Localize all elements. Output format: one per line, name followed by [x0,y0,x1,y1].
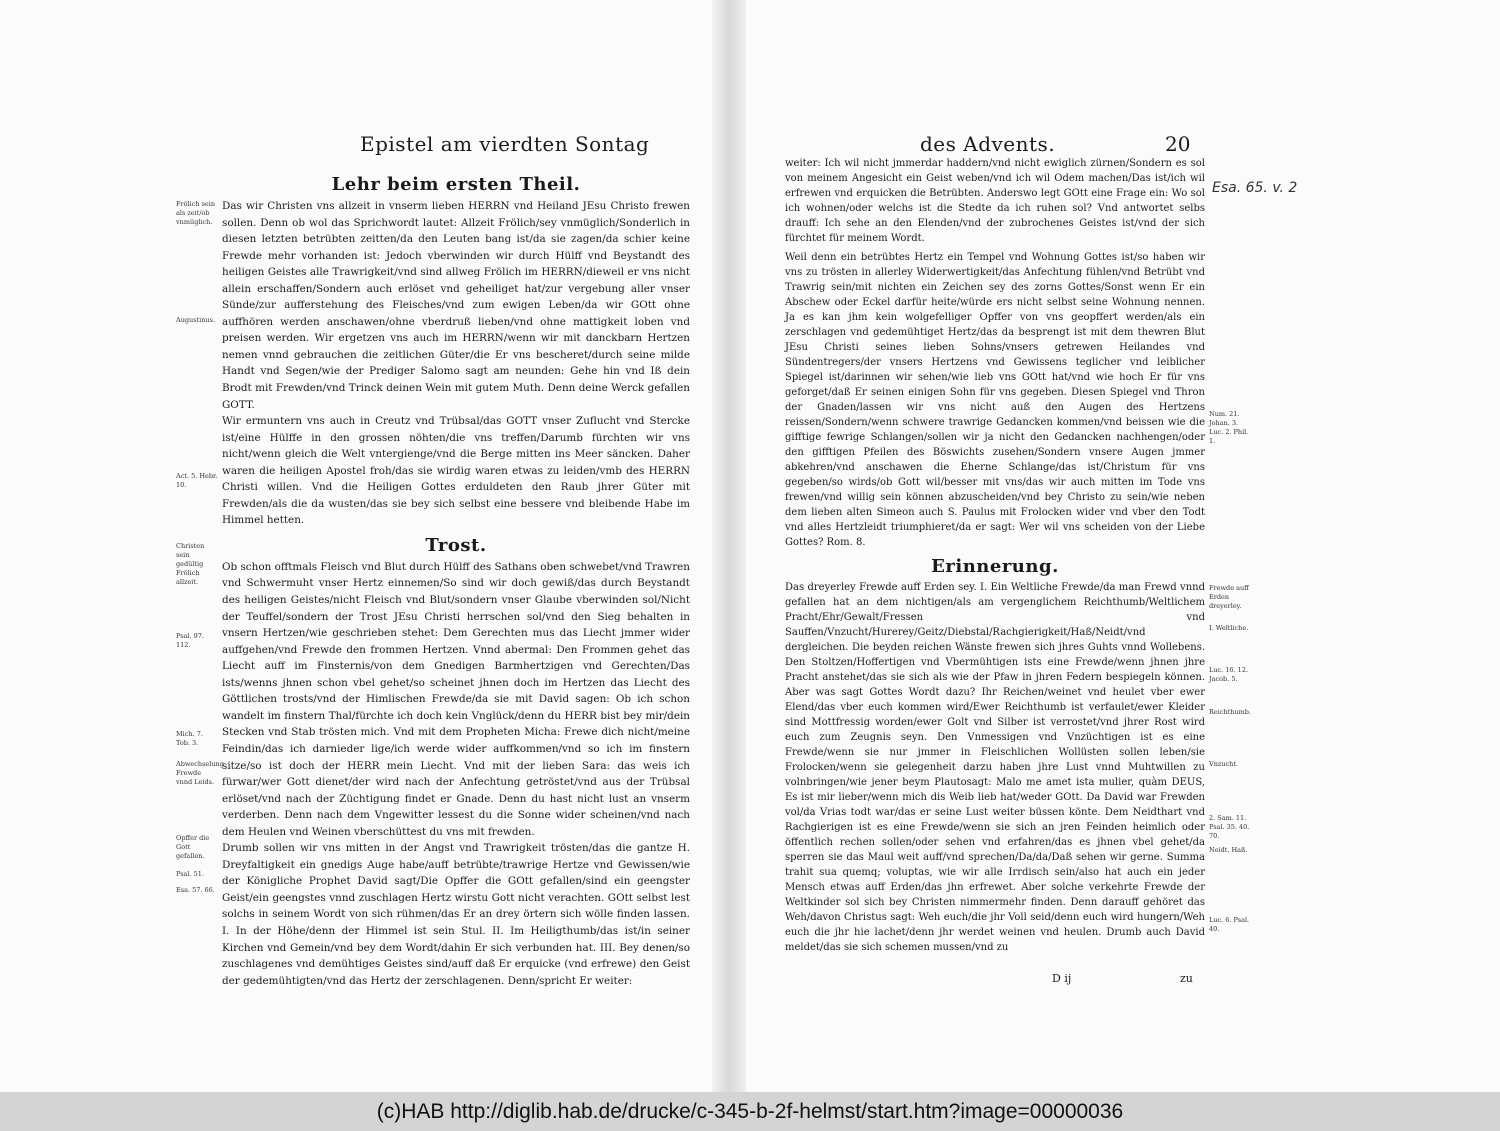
margin-note: Luc. 6. Psal. 40. [1209,916,1250,933]
left-section1-heading: Lehr beim ersten Theil. [331,174,581,195]
right-page [785,156,1252,955]
margin-note: Opffer die Gott gefallen. [176,834,210,860]
margin-note: Esa. 57. 66. [176,886,215,894]
margin-note: Neidt. Haß. [1209,846,1248,854]
footer-credit-text: (c)HAB http://diglib.hab.de/drucke/c-345-b-2f-helmst/start.htm?image=00000036 [376,1099,1124,1123]
margin-note: Augustinus. [176,316,216,324]
margin-note: Frölich sein als zeit/ob vnmüglich. [176,200,216,226]
margin-note: Christen sein gedültig Frölich allzeit. [176,542,205,586]
margin-note: Mich. 7. Tob. 3. [176,730,203,747]
left-section2-heading: Trost. [425,534,487,556]
footer-credit-bar [0,1092,1500,1131]
margin-note: Frewde auff Erden dreyerley. [1209,584,1249,610]
margin-note: Vnzucht. [1209,760,1238,768]
catchword: zu [1180,972,1193,985]
signature-mark: D ij [1052,972,1072,985]
left-paragraph-1: Das wir Christen vns allzeit in vnserm lieben HERRN vnd Heiland JEsu Christo frewen sollen. Denn ob wol das Sprichwordt lautet: Allzeit Frölich/sey vnmüglich/Sonderlich in diesen letzten betrübten zeitten/da den Leuten bang ist/da sie zagen/da schier keine Frewde mehr vorhanden ist: Jedoch vberwinden wir durch Hülff vnd Beystandt des heiligen Geistes alle Trawrigkeit/vnd sind allweg Frölich im HERRN/dieweil er vns nicht allein erschaffen/Sondern auch erlöset vnd geheiliget hat/zur vergebung aller vnser Sünde/zur aufferstehung des Fleisches/vnd zum ewigen Leben/da wir GOtt ohne auffhören werden anschawen/ohne vberdruß lieben/vnd ohne mattigkeit loben vnd preisen werden. Wir ergetzen vns auch im HERRN/wenn wir mit danckbarn Hertzen nemen vnnd gebrauchen die zeitlichen Güter/die Er vns bescheret/durch seine milde Handt vnd Segen/wie der Prediger Salomo sagt am neunden: Gehe hin vnd Iß dein Brodt mit Frewden/vnd Trinck deinen Wein mit gutem Muth. Denn deine Werck gefallen GOTT. [222,200,690,411]
left-running-title: Epistel am vierdten Sontag [360,132,650,156]
right-paragraph-2: Weil denn ein betrübtes Hertz ein Tempel vnd Wohnung Gottes ist/so haben wir vns zu trösten in allerley Widerwertigkeit/das Anfechtung fühlen/vnd Betrübt vnd Trawrig sein/mit nichten ein Zeichen sey des zorns Gottes/Sonst wenn Er ein Abschew oder Eckel darfür heite/würde ers nicht selbst seine Wohnung nennen. Ja es kan jhm kein wolgefelliger Opffer von vns geopffert werden/als ein zerschlagen vnd gedemühtiget Hertz/das da besprengt ist mit dem thewren Blut JEsu Christi seines lieben Sohns/vnsers getrewen Heilandes vnd Sündentregers/der vnsers Hertzens vnd Gewissens teglicher vnd leiblicher Spiegel ist/darinnen wir sehen/wie lieb vns GOtt hat/vnd wie hoch Er für vns geforget/daß Er seinen einigen Sohn für vns gegeben. Diesen Spiegel vnd Thron der Gnaden/lassen wir vns nicht auß den Augen des Hertzens reissen/Sondern/wenn schwere trawrige Gedancken kommen/vnd beissen wie die gifftige fewrige Schlangen/sollen wir ja nicht den Gedancken nachhengen/oder den gifftigen Pfeilen des Böswichts zusehen/Sondern vnsere Augen jmmer abkehren/vnd anschawen die Eherne Schlange/das ist/Christum für vns gegeben/so wirds/ob Gott wil/besser mit vns/das wir auch mitten im Tode vns frewen/vnd willig sein können abzuscheiden/vnd bey Christo zu sein/wie neben dem lieben alten Simeon auch S. Paulus mit Frolocken wider vnd vber den Todt vnd alles Hertzleidt triumphieret/da er sagt: Wer wil vns scheiden von der Liebe Gottes? Rom. 8. [785,252,1205,548]
right-paragraph-3: Das dreyerley Frewde auff Erden sey. I. Ein Weltliche Frewde/da man Frewd vnnd gefallen hat an dem nichtigen/als am vergenglichem Reichthumb/Weltlichem Pracht/Ehr/Gewalt/Fressen vnd Sauffen/Vnzucht/Hurerey/Geitz/Diebstal/Rachgierigkeit/Haß/Neidt/vnd dergleichen. Die beyden reichen Wänste frewen sich jhres Guhts vnnd Wollebens. Den Stoltzen/Hoffertigen vnd Vbermühtigen ists eine Frewde/wenn jhnen jhre Pracht anstehet/das sie sich als wie der Pfaw in jhren Federn bespiegeln können. Aber was sagt Gottes Wordt dazu? Ihr Reichen/weinet vnd heulet vber ewer Elend/das vber euch kommen wird/Ewer Reichthumb ist verfaulet/ewer Kleider sind Mottfressig worden/ewer Golt vnd Silber ist verrostet/vnd jhrer Rost wird euch zum Zeugnis seyn. Den Vnmessigen vnd Vnzüchtigen ist es eine Frewde/wenn sie nur jmmer in Fleischlichen Wollüsten sollen leben/sie Frolocken/wenn sie gelegenheit darzu haben jhre Lust vnnd Muhtwillen zu volnbringen/wie jener beym Plautosagt: Malo me amet ista mulier, quàm DEUS, Es ist mir lieber/wenn mich dis Weib lieb hat/weder GOtt. Da David war Frewden vol/da Vrias todt war/das er seine Lust weiter büssen könte. Dem Neidthart vnd Rachgierigen ist es eine Frewde/wenn sie sich an jren Feinden heimlich oder öffentlich rechen sollen/oder sehen vnd erfahren/das es jhnen vbel gehet/da sperren sie das Maul weit auff/vnd sprechen/Da/da/Daß sehen wir gerne. Summa trahit sua quemq; voluptas, wie wir alle Irrdisch sein/also hat auch ein jeder Mensch etwas auff Erden/das jhn erfrewet. Aber solche verkehrte Frewde der Weltkinder sol sich bey Christen nimmermehr finden. Denn darauff gehöret das Weh/davon Christus sagt: Weh euch/die jhr Voll seid/denn euch wird hungern/Weh euch die jhr hie lachet/denn jhr werdet weinen vnd heulen. Drumb auch David meldet/das sie sich schemen mussen/vnd zu [785,582,1205,953]
left-paragraph-4: Drumb sollen wir vns mitten in der Angst vnd Trawrigkeit trösten/das die gantze H. Dreyfaltigkeit ein gnedigs Auge habe/auff betrübte/trawrige Hertze vnd Gewissen/wie der Königliche Prophet David sagt/Die Opffer die GOtt gefallen/sind ein geengster Geist/ein geengstes vnnd zuschlagen Hertz wirstu Gott nicht verachten. GOtt selbst lest solchs in seinem Wordt von sich rühmen/das Er an drey örtern sich wölle finden lassen. I. In der Höhe/denn der Himmel ist sein Stul. II. Im Heiligthumb/das ist/in seiner Kirchen vnd Gemein/vnd bey dem Wordt/dahin Er sich verbunden hat. III. Bey denen/so zuschlagenes vnd demühtiges Geistes sind/auff daß Er erquicke (vnd erfrewe) den Geist der gedemühtigten/vnd das Hertz der zerschlagenen. Denn/spricht Er weiter: [222,842,690,987]
left-page [176,170,690,989]
margin-note: Psal. 97. 112. [176,632,204,649]
margin-note: Luc. 16. 12. Jacob. 5. [1209,666,1249,683]
left-paragraph-2: Wir ermuntern vns auch in Creutz vnd Trübsal/das GOTT vnser Zuflucht vnd Stercke ist/eine Hülffe in den grossen nöhten/die vns treffen/Darumb fürchten wir vns nicht/wenn gleich die Welt vntergienge/vnd die Berge mitten ins Meer säncken. Daher waren die heiligen Apostel froh/das sie wirdig waren etwas zu leiden/vmb des HERRN Christi willen. Vnd die Heiligen Gottes erduldeten den Raub jhrer Güter mit Frewden/als die da wusten/das sie bey sich selbst eine bessere vnd bleibende Habe im Himmel hetten. [222,415,690,527]
margin-note: Abwechselung Frewde vnnd Leids. [176,760,224,786]
right-section-heading: Erinnerung. [931,556,1059,577]
left-paragraph-3: Ob schon offtmals Fleisch vnd Blut durch Hülff des Sathans oben schwebet/vnd Trawren vnd Schwermuht vnser Hertz einnemen/So sind wir doch gewiß/das durch Beystandt des heiligen Geistes/nicht Fleisch vnd Blut/sondern vnser Glaube vberwinden sol/Nicht der Teuffel/sondern der Trost JEsu Christi herrschen sol/vnd den Sieg behalten in vnsern Hertzen/wie geschrieben stehet: Dem Gerechten mus das Liecht jmmer wider auffgehen/vnd Frewde den frommen Hertzen. Vnnd abermal: Den Frommen gehet das Liecht auff im Finsternis/von dem Gnedigen Barmhertzigen vnd Gerechten/Das ists/wenns jhnen schon vbel gehet/so scheinet jhnen doch im Hertzen das Liecht des Göttlichen trosts/vnd der Himlischen Frewde/da sie mit David sagen: Ob ich schon wandelt im finstern Thal/fürchte ich doch kein Vnglück/denn du HERR bist bey mir/dein Stecken vnd Stab trösten mich. Vnd mit dem Propheten Micha: Frewe dich nicht/meine Feindin/das ich darnieder lige/ich werde wider auffkommen/vnd so ich im finstern sitze/so ist doch der HERR mein Liecht. Vnd mit der lieben Sara: das weis ich fürwar/wer Gott dienet/der wird nach der Anfechtung getröstet/vnd aus der Trübsal erlöset/vnd nach der Züchtigung findet er Gnade. Denn du hast nicht lust an vnserm verderben. Denn nach dem Vngewitter lessest du die Sonne wider scheinen/vnd nach dem Heulen vnd Weinen vberschüttest du vns mit frewden. [222,560,690,838]
book-gutter [712,0,746,1092]
handwritten-annotation: Esa. 65. v. 2 [1212,180,1298,196]
margin-note: Num. 21. Johan. 3. Luc. 2. Phil. 1. [1209,410,1249,445]
page-number: 20 [1165,132,1191,156]
margin-note: Reichthumb. [1209,708,1252,716]
right-paragraph-1: weiter: Ich wil nicht jmmerdar haddern/vnd nicht ewiglich zürnen/Sondern es sol von meinem Angesicht ein Geist weben/vnd ich wil Odem machen/Das ist/ich wil erfrewen vnd erquicken die Betrübten. Anderswo legt GOtt eine Frage ein: Wo sol ich wohnen/oder welchs ist die Stedte da ich ruhen sol? Vnd antwortet selbs drauff: Ich sehe an den Elenden/vnd der zubrochenes Geistes ist/vnd der sich fürchtet für meinem Wordt. [785,158,1205,244]
margin-note: I. Weltliche. [1209,624,1249,632]
margin-note: Psal. 51. [176,870,204,878]
right-running-title: des Advents. [920,132,1056,156]
margin-note: 2. Sam. 11. Psal. 35. 40. 70. [1209,814,1250,840]
margin-note: Act. 5. Hebr. 10. [176,472,218,489]
